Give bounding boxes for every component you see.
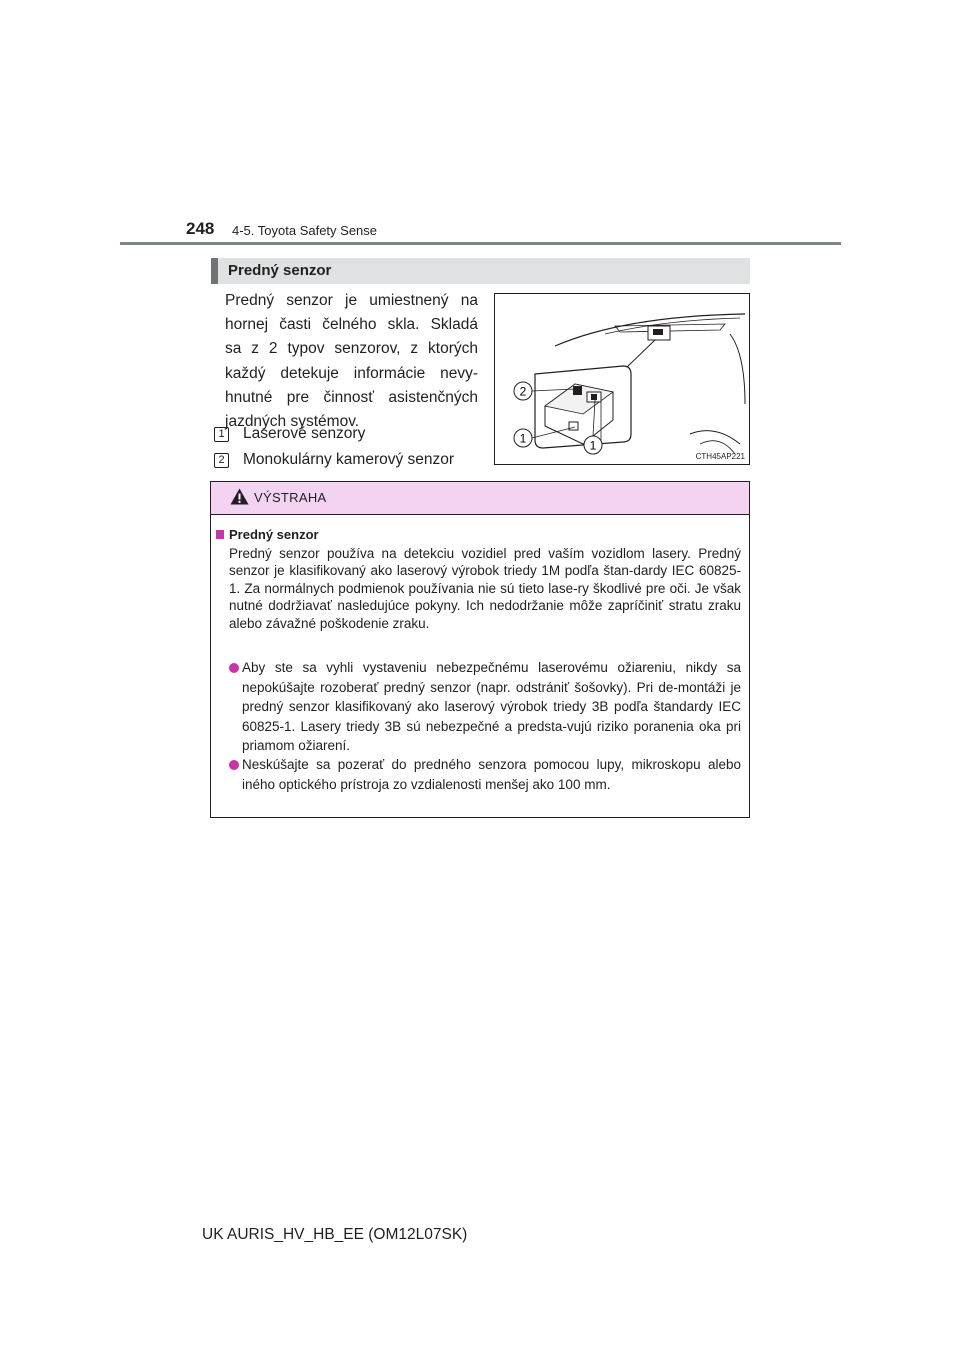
page-number: 248: [186, 219, 215, 238]
warning-box: [210, 481, 750, 818]
intro-line: Predný senzor je umiestnený na: [225, 292, 478, 309]
section-heading: Predný senzor: [211, 258, 750, 284]
bullet-text: Aby ste sa vyhli vystaveniu nebezpečnému laserovému ožiareniu, nikdy sa nepokúšajte rozoberať predný senzor (napr. odstrániť šošovky). Pri de-montáži je predný senzor klasifikovaný ako laserový výrobok triedy 3B podľa štandardy IEC 60825-1. Lasery triedy 3B sú nebezpečné a predsta-vujú riziko poranenia oka pri priamom ožiarení.: [242, 660, 741, 753]
warning-paragraph: Predný senzor používa na detekciu vozidiel pred vaším vozidlom lasery. Predný senzor je klasifikovaný ako laserový výrobok triedy 1M podľa štan-dardy IEC 60825-1. Za normálnych podmienok používania nie sú tieto lase-ry škodlivé pre oči. Je však nutné dodržiavať nasledujúce pokyny. Ich nedodržanie môže zapríčiniť stratu zraku alebo závažné poškodenie zraku.: [229, 546, 741, 631]
warning-bullet-2: [229, 755, 741, 794]
figure-callout-label: 2: [519, 384, 527, 399]
intro-text: [225, 289, 478, 434]
header-divider: [120, 242, 841, 245]
intro-line: hornej časti čelného skla. Skladá: [225, 316, 478, 334]
warning-header: [211, 482, 749, 515]
warning-triangle-icon: [230, 488, 249, 505]
legend-label: Monokulárny kamerový senzor: [243, 451, 455, 468]
section-title: 4-5. Toyota Safety Sense: [232, 223, 378, 238]
figure-callout-label: 1: [519, 431, 527, 446]
figure-callout-label: 1: [589, 438, 597, 453]
intro-line: sa z 2 typov senzorov, z ktorých: [225, 340, 478, 358]
legend-label: Laserové senzory: [243, 425, 366, 442]
circle-bullet-icon: [229, 760, 239, 770]
legend-number: 2: [214, 453, 229, 468]
intro-line: hnutné pre činnosť asistenčných: [225, 388, 478, 406]
intro-line: každý detekuje informácie nevy-: [225, 364, 478, 382]
footer-model-code: UK AURIS_HV_HB_EE (OM12L07SK): [202, 1226, 468, 1243]
warning-title: [216, 527, 319, 542]
warning-bullet-1: [229, 658, 741, 756]
intro-line: jazdných systémov.: [225, 413, 360, 431]
windshield-sensor-illustration: [495, 294, 751, 466]
square-bullet-icon: [216, 530, 224, 539]
bullet-text: Neskúšajte sa pozerať do predného senzora pomocou lupy, mikroskopu alebo iného optického prístroja zo vzdialenosti menšej ako 100 mm.: [242, 757, 741, 792]
figure-code: CTH45AP221: [695, 452, 745, 461]
warning-label: VÝSTRAHA: [254, 490, 327, 505]
legend-number: 1: [214, 427, 229, 442]
warning-title-text: Predný senzor: [229, 527, 319, 542]
sensor-figure: [494, 293, 750, 465]
circle-bullet-icon: [229, 663, 239, 673]
